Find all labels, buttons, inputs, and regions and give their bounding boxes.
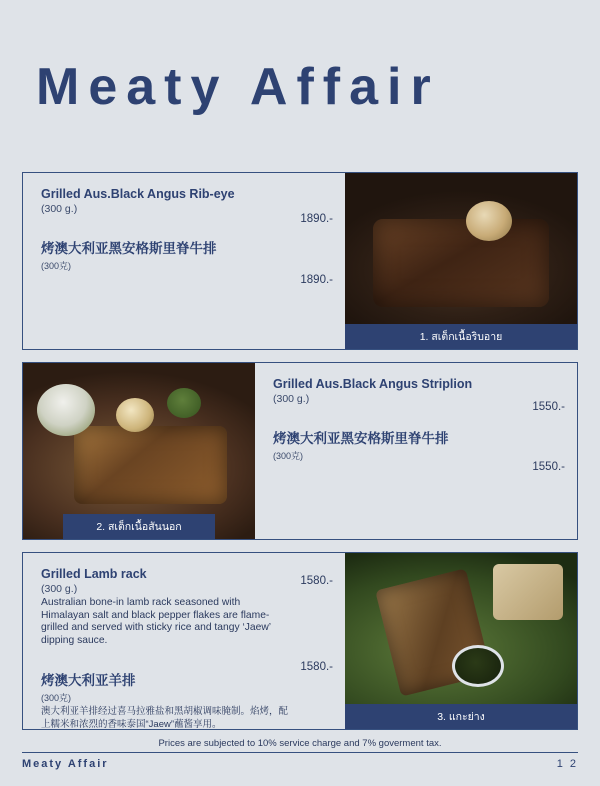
dish-price-cn: 1890.- [300, 274, 333, 286]
dish-weight-en: (300 g.) [41, 583, 78, 595]
grilled-striploin-photo [23, 363, 255, 539]
dish-price-en: 1550.- [532, 401, 565, 413]
broccoli-garnish-icon [167, 388, 201, 418]
dish-name-en: Grilled Aus.Black Angus Striplion [273, 377, 473, 391]
dipping-sauce-bowl-icon [452, 645, 504, 687]
garlic-garnish-icon [116, 398, 154, 432]
dish-photo-container [345, 553, 577, 729]
menu-section-ribeye [22, 172, 578, 350]
grilled-lamb-rack-photo [345, 553, 577, 729]
dish-price-en: 1890.- [300, 213, 333, 225]
dish-name-cn: 烤澳大利亚黑安格斯里脊牛排 [41, 241, 217, 256]
photo-caption: 2. สเต็กเนื้อสันนอก [63, 514, 215, 539]
menu-item-text [23, 173, 345, 349]
dish-weight-en: (300 g.) [41, 203, 78, 215]
footer-brand: Meaty Affair [22, 758, 109, 770]
price-disclaimer: Prices are subjected to 10% service charge and 7% goverment tax. [158, 738, 442, 749]
dish-price-cn: 1580.- [300, 661, 333, 673]
menu-item-text [23, 553, 345, 729]
dish-photo-container [23, 363, 255, 539]
menu-section-striploin [22, 362, 578, 540]
dish-weight-en: (300 g.) [273, 393, 310, 405]
dish-description-en: Australian bone-in lamb rack seasoned with Himalayan salt and black pepper flakes are flame-grilled and served with sticky rice and tangy ‘Jaew’ dipping sauce. [41, 597, 271, 646]
menu-item-text [255, 363, 577, 539]
dish-photo-container [345, 173, 577, 349]
dish-price-cn: 1550.- [532, 461, 565, 473]
dish-price-en: 1580.- [300, 575, 333, 587]
dish-name-en: Grilled Aus.Black Angus Rib-eye [41, 187, 235, 201]
page-number: 1 2 [556, 758, 578, 770]
page-title: Meaty Affair [36, 58, 440, 116]
dish-name-cn: 烤澳大利亚黑安格斯里脊牛排 [273, 431, 449, 446]
dish-description-cn: 澳大利亚羊排经过喜马拉雅盐和黑胡椒调味腌制。焰烤，配上糯米和浓烈的香味泰国“Jaew”蘸酱享用。 [41, 706, 289, 730]
dish-weight-cn: (300克) [41, 261, 72, 271]
grilled-ribeye-photo [345, 173, 577, 349]
dish-name-cn: 烤澳大利亚羊排 [41, 673, 136, 689]
dish-weight-cn: (300克) [273, 451, 304, 461]
page-footer [22, 752, 578, 770]
photo-caption: 1. สเต็กเนื้อริบอาย [345, 324, 577, 349]
menu-section-lamb-rack [22, 552, 578, 730]
dish-name-en: Grilled Lamb rack [41, 567, 147, 581]
photo-caption: 3. แกะย่าง [345, 704, 577, 729]
dish-weight-cn: (300克) [41, 693, 72, 704]
